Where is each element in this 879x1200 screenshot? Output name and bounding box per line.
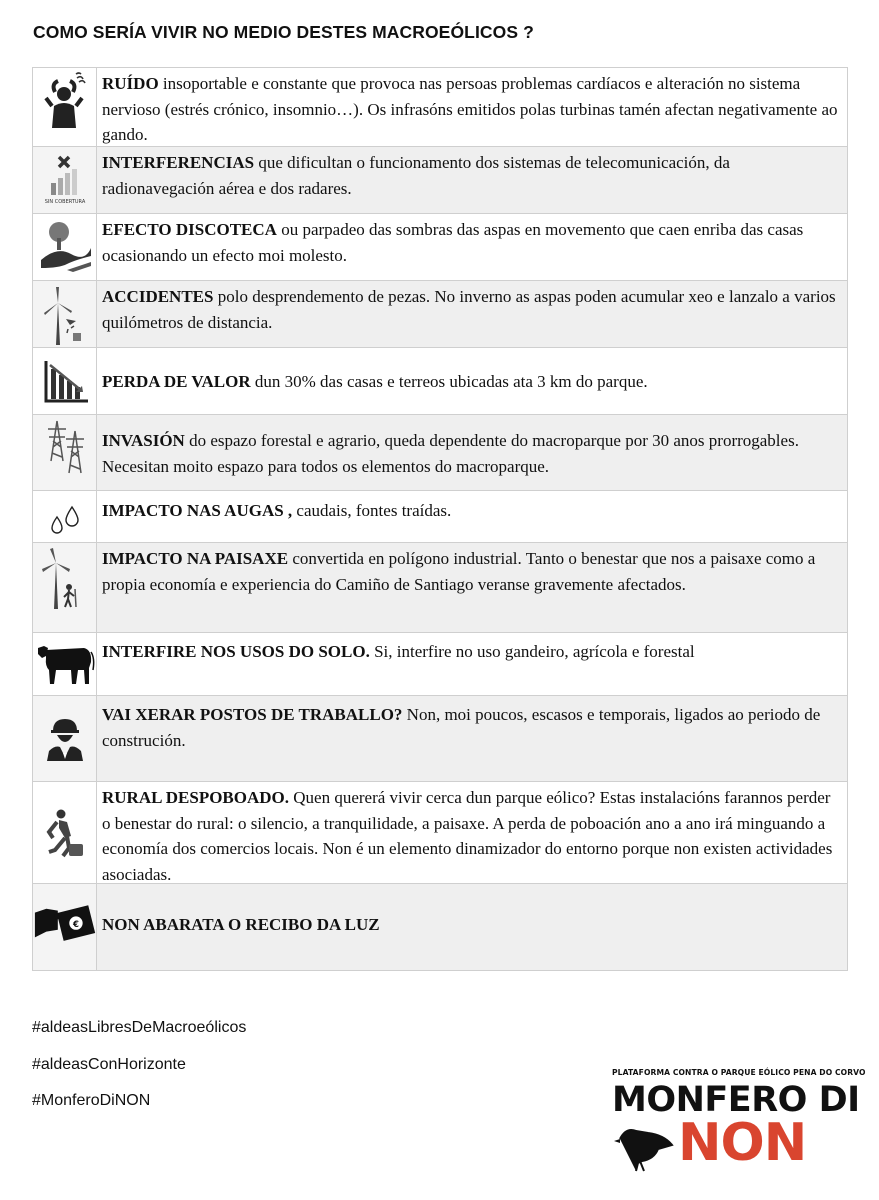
power-pylons-icon [40,419,90,475]
row-text: ACCIDENTES polo desprendemento de pezas. No inverno as aspas poden acumular xeo e lanzalo a varios quilómetros de distancia. [102,287,836,332]
table-row-electricity-bill [33,884,847,971]
table-row-land-use [33,633,847,696]
row-text: INVASIÓN do espazo forestal e agrario, queda dependente do macroparque por 30 anos prorrogables. Necesitan moito espazo para todos os elementos do macroparque. [102,431,799,476]
row-text: RUÍDO insoportable e constante que provoca nas persoas problemas cardíacos e alteración no sistema nervioso (estrés crónico, insomnio…). Os infrasóns emitidos polas turbinas tamén afectan negativamente ao gando. [102,74,838,144]
row-text: PERDA DE VALOR dun 30% das casas e terreos ubicadas ata 3 km do parque. [102,372,648,391]
table-row-invasion [33,415,847,491]
logo-subtitle: PLATAFORMA CONTRA O PARQUE EÓLICO PENA DO CORVO [612,1068,866,1077]
stressed-person-icon [40,72,90,130]
logo-line2: NON [678,1113,807,1173]
monfero-di-non-logo [612,1068,866,1180]
row-text: INTERFERENCIAS que dificultan o funcionamento dos sistemas de telecomunicación, da radionavegación aérea e dos radares. [102,153,730,198]
hashtag: #MonferoDiNON [32,1092,151,1109]
crow-icon [614,1121,676,1177]
icon-cell [33,348,97,414]
hashtag: #aldeasConHorizonte [32,1055,186,1073]
icon-cell [33,491,97,542]
page-title: COMO SERÍA VIVIR NO MEDIO DESTES MACROEÓLICOS ? [33,22,534,42]
table-row-accidents [33,281,847,348]
icon-cell [33,782,97,883]
icon-cell [33,68,97,146]
table-row-noise [33,68,847,147]
row-text: INTERFIRE NOS USOS DO SOLO. Si, interfire no uso gandeiro, agrícola e forestal [102,642,695,661]
icon-cell [33,696,97,781]
table-row-value-loss [33,348,847,415]
row-text: VAI XERAR POSTOS DE TRABALLO? Non, moi poucos, escasos e temporais, ligados ao periodo de construción. [102,705,821,750]
no-signal-icon [38,151,92,207]
icon-cell [33,281,97,347]
icon-cell [33,415,97,490]
row-text: RURAL DESPOBOADO. Quen quererá vivir cerca dun parque eólico? Estas instalacións farannos perder o benestar do rural: o silencio, a tranquilidade, a paisaxe. A perda de poboación ano a ano irá minguando a economía dos comercios locais. Non é un elemento dinamizador do entorno porque non existen actividades asociadas. [102,788,833,884]
hashtag: #aldeasLibresDeMacroeólicos [32,1019,247,1036]
turbine-walker-icon [40,547,90,609]
value-decline-icon [40,357,90,405]
logo-bottom [612,1113,832,1179]
icon-cell [33,543,97,632]
icon-cell [33,884,97,970]
impacts-table [32,67,848,971]
logo-line1: MONFERO DI [612,1080,860,1120]
row-text: NON ABARATA O RECIBO DA LUZ [102,915,380,934]
cow-icon [34,642,96,686]
table-row-jobs [33,696,847,782]
icon-cell [33,147,97,213]
row-text: IMPACTO NA PAISAXE convertida en polígono industrial. Tanto o benestar que nos a paisaxe como a propia economía e experiencia do Camiño de Santiago veranse gravemente afectados. [102,549,816,594]
row-text: EFECTO DISCOTECA ou parpadeo das sombras das aspas en movemento que caen enriba das casas ocasionando un efecto moi molesto. [102,220,804,265]
wind-turbine-accident-icon [40,285,90,345]
icon-cell [33,214,97,280]
person-leaving-icon [43,808,87,858]
bill-payment-icon [33,900,96,950]
shadow-flicker-icon [37,218,93,274]
table-row-interference [33,147,847,214]
construction-worker-icon [43,715,87,763]
hashtags [32,1019,246,1129]
svg-text:€: € [72,919,79,930]
row-text: IMPACTO NAS AUGAS , caudais, fontes traídas. [102,501,452,520]
table-row-water [33,491,847,543]
table-row-depopulation [33,782,847,884]
table-row-flicker [33,214,847,281]
no-signal-label: SIN COBERTURA [44,199,85,205]
table-row-landscape [33,543,847,633]
icon-cell [33,633,97,695]
water-drops-icon [45,505,85,535]
